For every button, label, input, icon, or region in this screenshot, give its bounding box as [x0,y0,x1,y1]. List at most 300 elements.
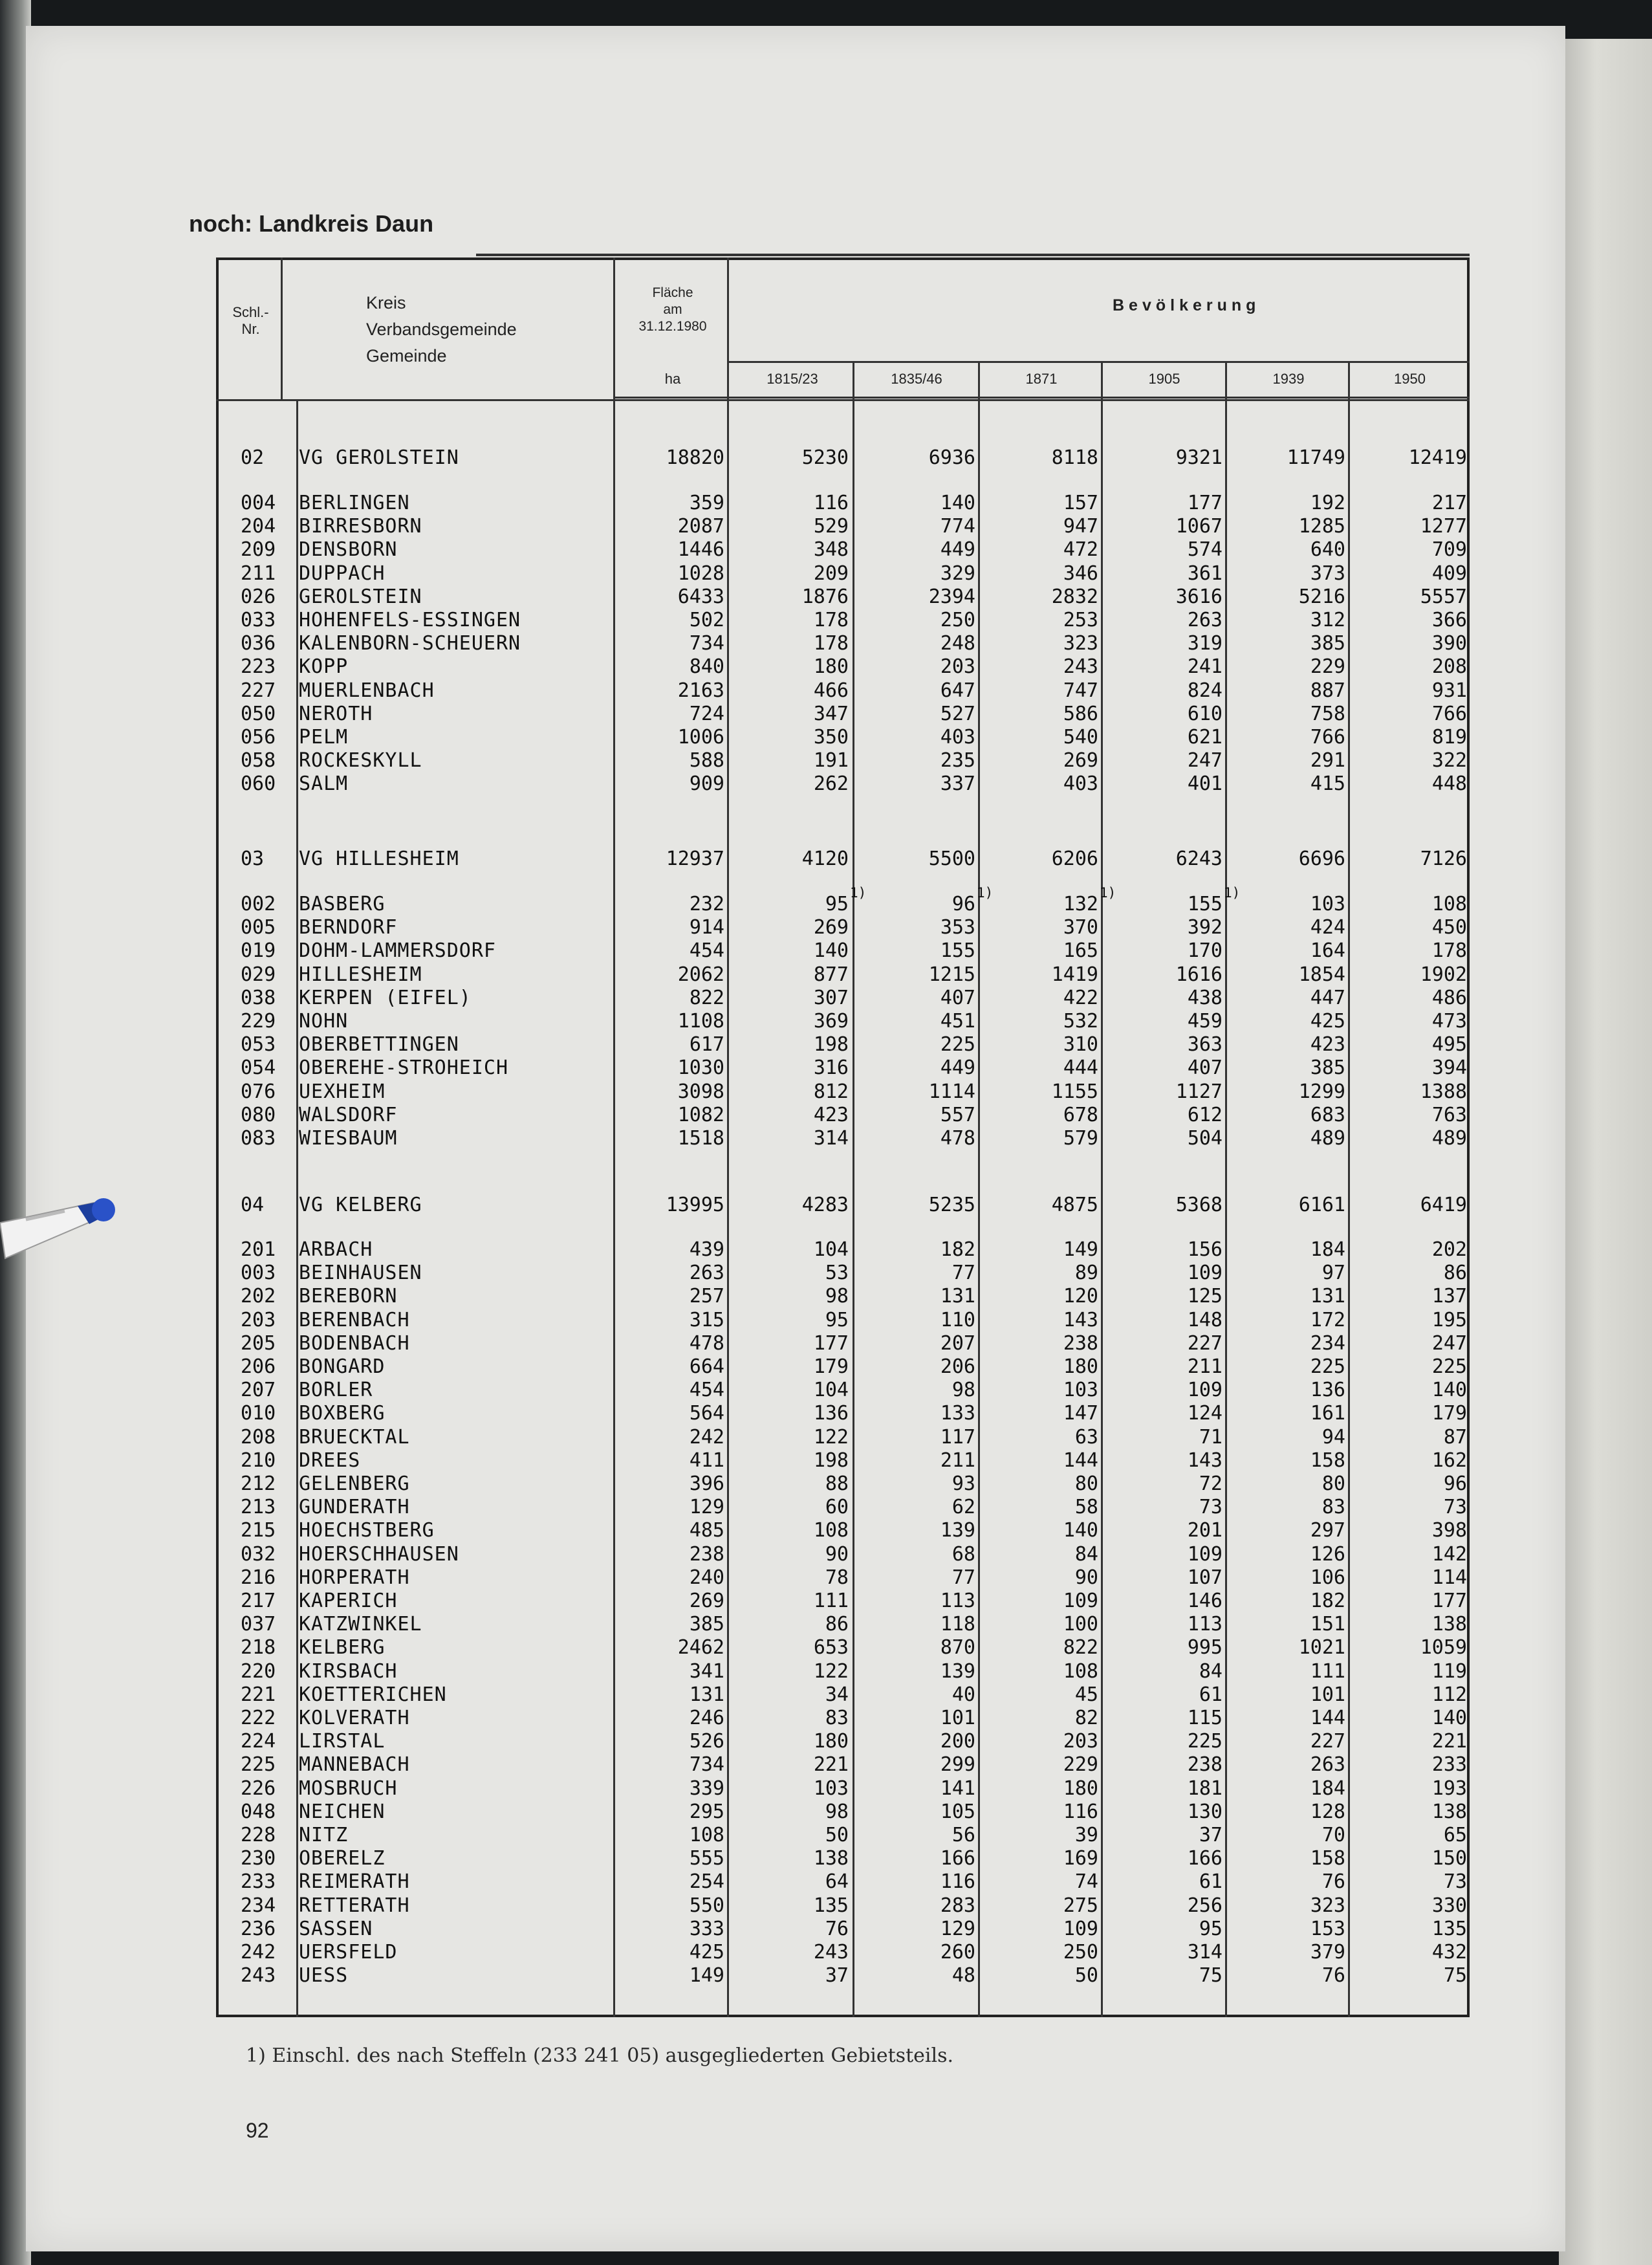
municipality-value: 103 [813,1777,849,1800]
municipality-name: BERLINGEN [299,492,410,514]
municipality-code: 223 [241,655,276,679]
municipality-value: 124 [1187,1402,1223,1425]
municipality-value: 2394 [928,585,975,608]
facing-page-edge [1559,39,1652,2265]
group-name: VG KELBERG [299,1194,422,1216]
municipality-value: 108 [813,1519,849,1542]
municipality-value: 135 [1431,1917,1467,1940]
municipality-value: 6433 [677,585,724,608]
municipality-name: REIMERATH [299,1870,410,1894]
municipality-code: 229 [241,1010,276,1033]
pen-icon [0,1197,120,1275]
municipality-value: 454 [689,939,724,963]
municipality-value: 122 [813,1659,849,1683]
municipality-value: 1299 [1298,1080,1345,1103]
municipality-value: 96 [951,893,975,915]
municipality-value: 75 [1199,1964,1223,1987]
municipality-value: 151 [1310,1613,1345,1636]
municipality-value: 86 [825,1613,849,1636]
group-value: 6936 [928,446,975,469]
municipality-value: 112 [1431,1683,1467,1706]
municipality-name: DENSBORN [299,538,398,562]
page-number: 92 [246,2119,269,2142]
municipality-value: 232 [689,893,724,915]
municipality-name: BERNDORF [299,916,398,939]
municipality-code: 050 [241,702,276,725]
municipality-value: 2087 [677,515,724,538]
municipality-code: 227 [241,679,276,702]
municipality-value: 450 [1431,916,1467,939]
municipality-value: 3098 [677,1080,724,1103]
municipality-value: 64 [825,1870,849,1894]
municipality-value: 133 [940,1402,975,1425]
municipality-name: MOSBRUCH [299,1777,398,1800]
municipality-code: 056 [241,726,276,749]
municipality-value: 140 [1431,1379,1467,1402]
municipality-name: UERSFELD [299,1941,398,1964]
municipality-name: HILLESHEIM [299,963,422,986]
column-divider [296,400,298,2017]
municipality-value: 824 [1187,679,1223,702]
municipality-value: 128 [1310,1800,1345,1823]
municipality-value: 1155 [1051,1080,1098,1103]
municipality-value: 260 [940,1941,975,1964]
municipality-value: 243 [1063,655,1098,679]
municipality-value: 478 [940,1127,975,1150]
municipality-value: 275 [1063,1894,1098,1917]
municipality-value: 34 [825,1683,849,1706]
municipality-value: 459 [1187,1010,1223,1033]
municipality-name: GUNDERATH [299,1496,410,1519]
municipality-value: 747 [1063,679,1098,702]
municipality-value: 914 [689,916,724,939]
municipality-value: 227 [1310,1730,1345,1753]
municipality-value: 310 [1063,1033,1098,1056]
municipality-value: 1082 [677,1103,724,1126]
group-value: 7126 [1420,848,1467,870]
municipality-value: 444 [1063,1056,1098,1080]
municipality-value: 202 [1431,1238,1467,1261]
municipality-code: 217 [241,1590,276,1612]
municipality-value: 50 [825,1824,849,1846]
municipality-value: 139 [940,1519,975,1542]
group-value: 5368 [1175,1194,1223,1216]
municipality-name: HORPERATH [299,1566,410,1589]
municipality-value: 1006 [677,726,724,749]
municipality-value: 140 [940,492,975,514]
municipality-value: 774 [940,515,975,538]
municipality-code: 226 [241,1777,276,1800]
municipality-value: 870 [940,1636,975,1659]
municipality-code: 010 [241,1402,276,1425]
header-kreis: Kreis Verbandsgemeinde Gemeinde [366,293,517,366]
municipality-value: 225 [1431,1355,1467,1378]
municipality-code: 211 [241,562,276,585]
municipality-value: 86 [1443,1262,1467,1285]
header-unit: ha [664,371,681,387]
municipality-value: 39 [1074,1824,1098,1846]
municipality-code: 234 [241,1894,276,1917]
municipality-value: 1108 [677,1010,724,1033]
municipality-value: 766 [1431,702,1467,725]
municipality-value: 550 [689,1894,724,1917]
municipality-value: 178 [813,609,849,631]
municipality-name: KOPP [299,655,349,679]
municipality-value: 396 [689,1472,724,1495]
group-value: 4875 [1051,1194,1098,1216]
municipality-value: 1854 [1298,963,1345,986]
group-value: 6696 [1298,848,1345,870]
municipality-value: 451 [940,1010,975,1033]
municipality-name: KAPERICH [299,1590,398,1612]
municipality-code: 242 [241,1941,276,1964]
municipality-value: 89 [1074,1262,1098,1285]
municipality-value: 432 [1431,1941,1467,1964]
group-value: 9321 [1175,446,1223,469]
header-year: 1815/23 [766,371,818,387]
municipality-value: 72 [1199,1472,1223,1495]
municipality-value: 359 [689,492,724,514]
municipality-value: 201 [1187,1519,1223,1542]
municipality-value: 93 [951,1472,975,1495]
group-value: 6161 [1298,1194,1345,1216]
municipality-name: WALSDORF [299,1103,398,1126]
municipality-value: 90 [1074,1566,1098,1589]
header-year: 1835/46 [891,371,942,387]
municipality-code: 080 [241,1103,276,1126]
municipality-value: 113 [1187,1613,1223,1636]
municipality-value: 283 [940,1894,975,1917]
municipality-value: 229 [1063,1753,1098,1777]
municipality-value: 257 [689,1285,724,1308]
municipality-name: NOHN [299,1010,349,1033]
municipality-value: 724 [689,702,724,725]
municipality-value: 118 [940,1613,975,1636]
municipality-code: 212 [241,1472,276,1495]
municipality-value: 415 [1310,772,1345,796]
municipality-value: 56 [951,1824,975,1846]
municipality-value: 734 [689,1753,724,1777]
footnote-mark: 1) [850,885,867,901]
municipality-value: 113 [940,1590,975,1612]
municipality-value: 502 [689,609,724,631]
municipality-code: 220 [241,1659,276,1683]
municipality-value: 221 [1431,1730,1467,1753]
municipality-name: KATZWINKEL [299,1613,422,1636]
municipality-name: KIRSBACH [299,1659,398,1683]
municipality-name: BRUECKTAL [299,1425,410,1449]
municipality-value: 155 [1187,893,1223,915]
municipality-name: SALM [299,772,349,796]
municipality-value: 248 [940,632,975,655]
municipality-value: 392 [1187,916,1223,939]
group-code: 02 [241,446,265,469]
municipality-name: KERPEN (EIFEL) [299,986,472,1009]
municipality-value: 209 [813,562,849,585]
municipality-name: NITZ [299,1824,349,1846]
municipality-value: 84 [1074,1542,1098,1566]
municipality-value: 1059 [1420,1636,1467,1659]
group-value: 8118 [1051,446,1098,469]
municipality-code: 076 [241,1080,276,1103]
municipality-value: 104 [813,1238,849,1261]
municipality-value: 329 [940,562,975,585]
municipality-value: 299 [940,1753,975,1777]
municipality-value: 207 [940,1331,975,1355]
municipality-value: 71 [1199,1425,1223,1449]
municipality-name: RETTERATH [299,1894,410,1917]
municipality-code: 206 [241,1355,276,1378]
municipality-value: 610 [1187,702,1223,725]
municipality-code: 243 [241,1964,276,1987]
municipality-value: 5216 [1298,585,1345,608]
municipality-value: 193 [1431,1777,1467,1800]
municipality-name: HOECHSTBERG [299,1519,435,1542]
municipality-value: 76 [1321,1964,1345,1987]
municipality-value: 58 [1074,1496,1098,1519]
municipality-value: 182 [1310,1590,1345,1612]
municipality-value: 337 [940,772,975,796]
municipality-value: 75 [1443,1964,1467,1987]
municipality-value: 233 [1431,1753,1467,1777]
municipality-value: 449 [940,538,975,562]
municipality-value: 146 [1187,1590,1223,1612]
municipality-value: 110 [940,1308,975,1331]
municipality-value: 109 [1063,1590,1098,1612]
municipality-value: 2163 [677,679,724,702]
municipality-value: 164 [1310,939,1345,963]
municipality-value: 485 [689,1519,724,1542]
municipality-value: 101 [940,1707,975,1729]
group-value: 18820 [666,446,724,469]
municipality-value: 586 [1063,702,1098,725]
municipality-value: 179 [813,1355,849,1378]
municipality-value: 574 [1187,538,1223,562]
municipality-value: 1518 [677,1127,724,1150]
group-code: 03 [241,848,265,870]
municipality-value: 256 [1187,1894,1223,1917]
municipality-code: 058 [241,749,276,772]
municipality-value: 73 [1443,1496,1467,1519]
municipality-value: 240 [689,1566,724,1589]
municipality-value: 170 [1187,939,1223,963]
municipality-value: 1277 [1420,515,1467,538]
municipality-value: 130 [1187,1800,1223,1823]
municipality-value: 166 [1187,1847,1223,1870]
header-year: 1939 [1272,371,1305,387]
municipality-value: 103 [1310,893,1345,915]
municipality-value: 489 [1310,1127,1345,1150]
municipality-value: 106 [1310,1566,1345,1589]
municipality-value: 157 [1063,492,1098,514]
municipality-code: 228 [241,1824,276,1846]
municipality-name: UEXHEIM [299,1080,386,1103]
municipality-value: 314 [813,1127,849,1150]
municipality-code: 213 [241,1496,276,1519]
municipality-code: 054 [241,1056,276,1080]
municipality-value: 312 [1310,609,1345,631]
municipality-value: 138 [1431,1800,1467,1823]
municipality-value: 678 [1063,1103,1098,1126]
municipality-code: 019 [241,939,276,963]
municipality-value: 385 [689,1613,724,1636]
municipality-value: 363 [1187,1033,1223,1056]
municipality-value: 394 [1431,1056,1467,1080]
municipality-value: 330 [1431,1894,1467,1917]
municipality-value: 82 [1074,1707,1098,1729]
municipality-value: 143 [1063,1308,1098,1331]
municipality-value: 640 [1310,538,1345,562]
municipality-name: BEINHAUSEN [299,1262,422,1285]
municipality-value: 734 [689,632,724,655]
header-flaeche: Fläche am 31.12.1980 [638,285,707,334]
municipality-name: KOLVERATH [299,1707,410,1729]
municipality-code: 209 [241,538,276,562]
municipality-code: 048 [241,1800,276,1823]
municipality-value: 180 [1063,1355,1098,1378]
municipality-value: 2462 [677,1636,724,1659]
municipality-value: 454 [689,1379,724,1402]
municipality-value: 617 [689,1033,724,1056]
header-schl-nr: Schl.- Nr. [232,304,269,337]
municipality-name: PELM [299,726,349,749]
municipality-value: 180 [813,1730,849,1753]
municipality-value: 314 [1187,1941,1223,1964]
municipality-value: 995 [1187,1636,1223,1659]
municipality-name: MUERLENBACH [299,679,435,702]
municipality-value: 136 [813,1402,849,1425]
municipality-value: 129 [689,1496,724,1519]
municipality-value: 107 [1187,1566,1223,1589]
municipality-name: ROCKESKYLL [299,749,422,772]
municipality-value: 409 [1431,562,1467,585]
municipality-value: 234 [1310,1331,1345,1355]
municipality-value: 247 [1431,1331,1467,1355]
municipality-value: 119 [1431,1659,1467,1683]
municipality-value: 95 [1199,1917,1223,1940]
municipality-value: 138 [1431,1613,1467,1636]
municipality-value: 291 [1310,749,1345,772]
municipality-name: BODENBACH [299,1331,410,1355]
municipality-value: 138 [813,1847,849,1870]
municipality-value: 840 [689,655,724,679]
municipality-value: 1446 [677,538,724,562]
municipality-value: 241 [1187,655,1223,679]
municipality-value: 664 [689,1355,724,1378]
municipality-value: 98 [951,1379,975,1402]
municipality-value: 95 [825,1308,849,1331]
municipality-value: 540 [1063,726,1098,749]
municipality-code: 225 [241,1753,276,1777]
municipality-value: 77 [951,1566,975,1589]
municipality-value: 87 [1443,1425,1467,1449]
municipality-value: 203 [940,655,975,679]
municipality-value: 1127 [1175,1080,1223,1103]
municipality-value: 478 [689,1331,724,1355]
column-divider [1225,361,1227,2017]
municipality-code: 201 [241,1238,276,1261]
municipality-value: 369 [813,1010,849,1033]
municipality-value: 225 [1310,1355,1345,1378]
municipality-value: 1114 [928,1080,975,1103]
municipality-value: 135 [813,1894,849,1917]
municipality-code: 203 [241,1308,276,1331]
municipality-value: 73 [1443,1870,1467,1894]
municipality-value: 144 [1063,1449,1098,1472]
column-divider [1348,361,1350,2017]
municipality-value: 116 [940,1870,975,1894]
municipality-value: 109 [1187,1542,1223,1566]
municipality-value: 425 [689,1941,724,1964]
municipality-value: 76 [825,1917,849,1940]
municipality-code: 230 [241,1847,276,1870]
municipality-code: 208 [241,1425,276,1449]
municipality-value: 653 [813,1636,849,1659]
municipality-value: 191 [813,749,849,772]
municipality-value: 411 [689,1449,724,1472]
municipality-name: BEREBORN [299,1285,398,1308]
municipality-value: 178 [1431,939,1467,963]
municipality-value: 211 [940,1449,975,1472]
municipality-value: 887 [1310,679,1345,702]
municipality-code: 236 [241,1917,276,1940]
group-value: 5230 [801,446,849,469]
header-year: 1871 [1025,371,1058,387]
municipality-value: 100 [1063,1613,1098,1636]
municipality-value: 70 [1321,1824,1345,1846]
header-bottom-rule [216,399,1470,401]
municipality-value: 438 [1187,986,1223,1009]
municipality-value: 144 [1310,1707,1345,1729]
municipality-value: 447 [1310,986,1345,1009]
municipality-code: 060 [241,772,276,796]
municipality-name: GEROLSTEIN [299,585,422,608]
municipality-code: 003 [241,1262,276,1285]
municipality-value: 227 [1187,1331,1223,1355]
municipality-value: 180 [813,655,849,679]
municipality-value: 557 [940,1103,975,1126]
municipality-code: 222 [241,1707,276,1729]
municipality-code: 033 [241,609,276,631]
municipality-value: 1067 [1175,515,1223,538]
municipality-name: NEICHEN [299,1800,386,1823]
municipality-value: 350 [813,726,849,749]
municipality-value: 83 [825,1707,849,1729]
column-divider [727,257,729,2017]
municipality-value: 269 [689,1590,724,1612]
municipality-value: 1419 [1051,963,1098,986]
municipality-value: 149 [1063,1238,1098,1261]
municipality-name: DOHM-LAMMERSDORF [299,939,496,963]
municipality-value: 361 [1187,562,1223,585]
municipality-value: 115 [1187,1707,1223,1729]
municipality-value: 97 [1321,1262,1345,1285]
group-name: VG GEROLSTEIN [299,446,459,469]
municipality-value: 822 [689,986,724,1009]
group-value: 5235 [928,1194,975,1216]
municipality-value: 73 [1199,1496,1223,1519]
municipality-name: KALENBORN-SCHEUERN [299,632,521,655]
municipality-value: 172 [1310,1308,1345,1331]
municipality-value: 206 [940,1355,975,1378]
municipality-name: MANNEBACH [299,1753,410,1777]
municipality-value: 263 [1310,1753,1345,1777]
municipality-value: 177 [1187,492,1223,514]
municipality-value: 125 [1187,1285,1223,1308]
group-value: 6206 [1051,848,1098,870]
municipality-value: 76 [1321,1870,1345,1894]
municipality-value: 53 [825,1262,849,1285]
